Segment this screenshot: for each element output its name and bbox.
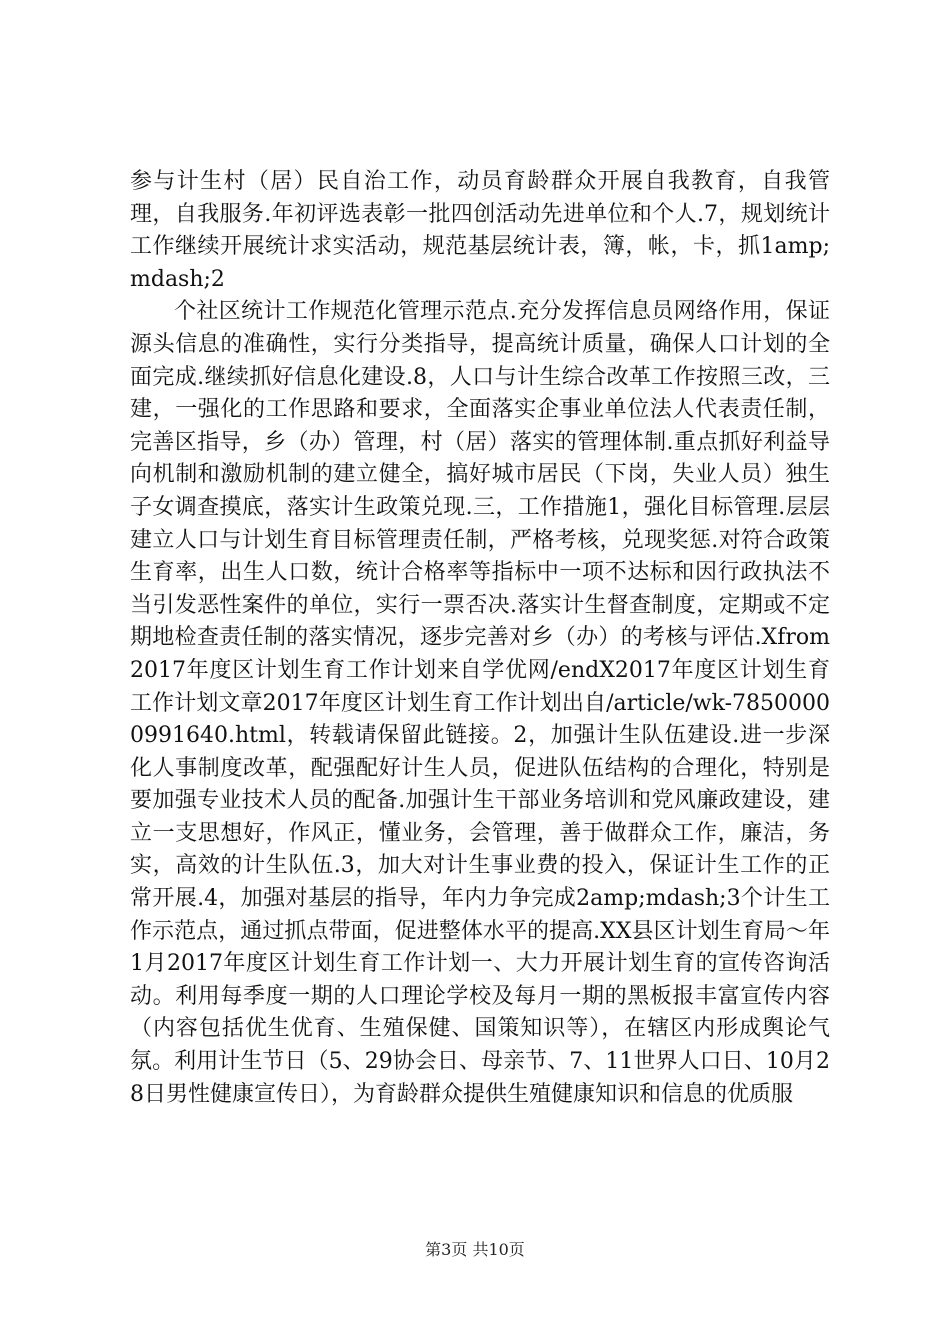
paragraph-2: 个社区统计工作规范化管理示范点.充分发挥信息员网络作用，保证源头信息的准确性，实行分类指导，提高统计质量，确保人口计划的全面完成.继续抓好信息化建设.8，人口与计生综合改革工作按照三改，三建，一强化的工作思路和要求，全面落实企事业单位法人代表责任制，完善区指导，乡（办）管理，村（居）落实的管理体制.重点抓好利益导向机制和激励机制的建立健全，搞好城市居民（下岗，失业人员）独生子女调查摸底，落实计生政策兑现.三，工作措施1，强化目标管理.层层建立人口与计划生育目标管理责任制，严格考核，兑现奖惩.对符合政策生育率，出生人口数，统计合格率等指标中一项不达标和因行政执法不当引发恶性案件的单位，实行一票否决.落实计生督查制度，定期或不定期地检查责任制的落实情况，逐步完善对乡（办）的考核与评估.Xfrom2017年度区计划生育工作计划来自学优网/endX2017年度区计划生育工作计划文章2017年度区计划生育工作计划出自/article/wk-78500000991640.html，转载请保留此链接。2，加强计生队伍建设.进一步深化人事制度改革，配强配好计生人员，促进队伍结构的合理化，特别是要加强专业技术人员的配备.加强计生干部业务培训和党风廉政建设，建立一支思想好，作风正，懂业务，会管理，善于做群众工作，廉洁，务实，高效的计生队伍.3，加大对计生事业费的投入，保证计生工作的正常开展.4，加强对基层的指导，年内力争完成2amp;mdash;3个计生工作示范点，通过抓点带面，促进整体水平的提高.XX县区计划生育局～年1月2017年度区计划生育工作计划一、大力开展计划生育的宣传咨询活动。利用每季度一期的人口理论学校及每月一期的黑板报丰富宣传内容（内容包括优生优育、生殖保健、国策知识等），在辖区内形成舆论气氛。利用计生节日（5、29协会日、母亲节、7、11世界人口日、10月28日男性健康宣传日），为育龄群众提供生殖健康知识和信息的优质服 [130,299,830,1107]
document-body [130,166,830,1111]
page-footer: 第3页 共10页 [425,1240,525,1259]
paragraph-1: 参与计生村（居）民自治工作，动员育龄群众开展自我教育，自我管理，自我服务.年初评选表彰一批四创活动先进单位和个人.7，规划统计工作继续开展统计求实活动，规范基层统计表，簿，帐，卡，抓1amp;mdash;2 [130,169,830,292]
